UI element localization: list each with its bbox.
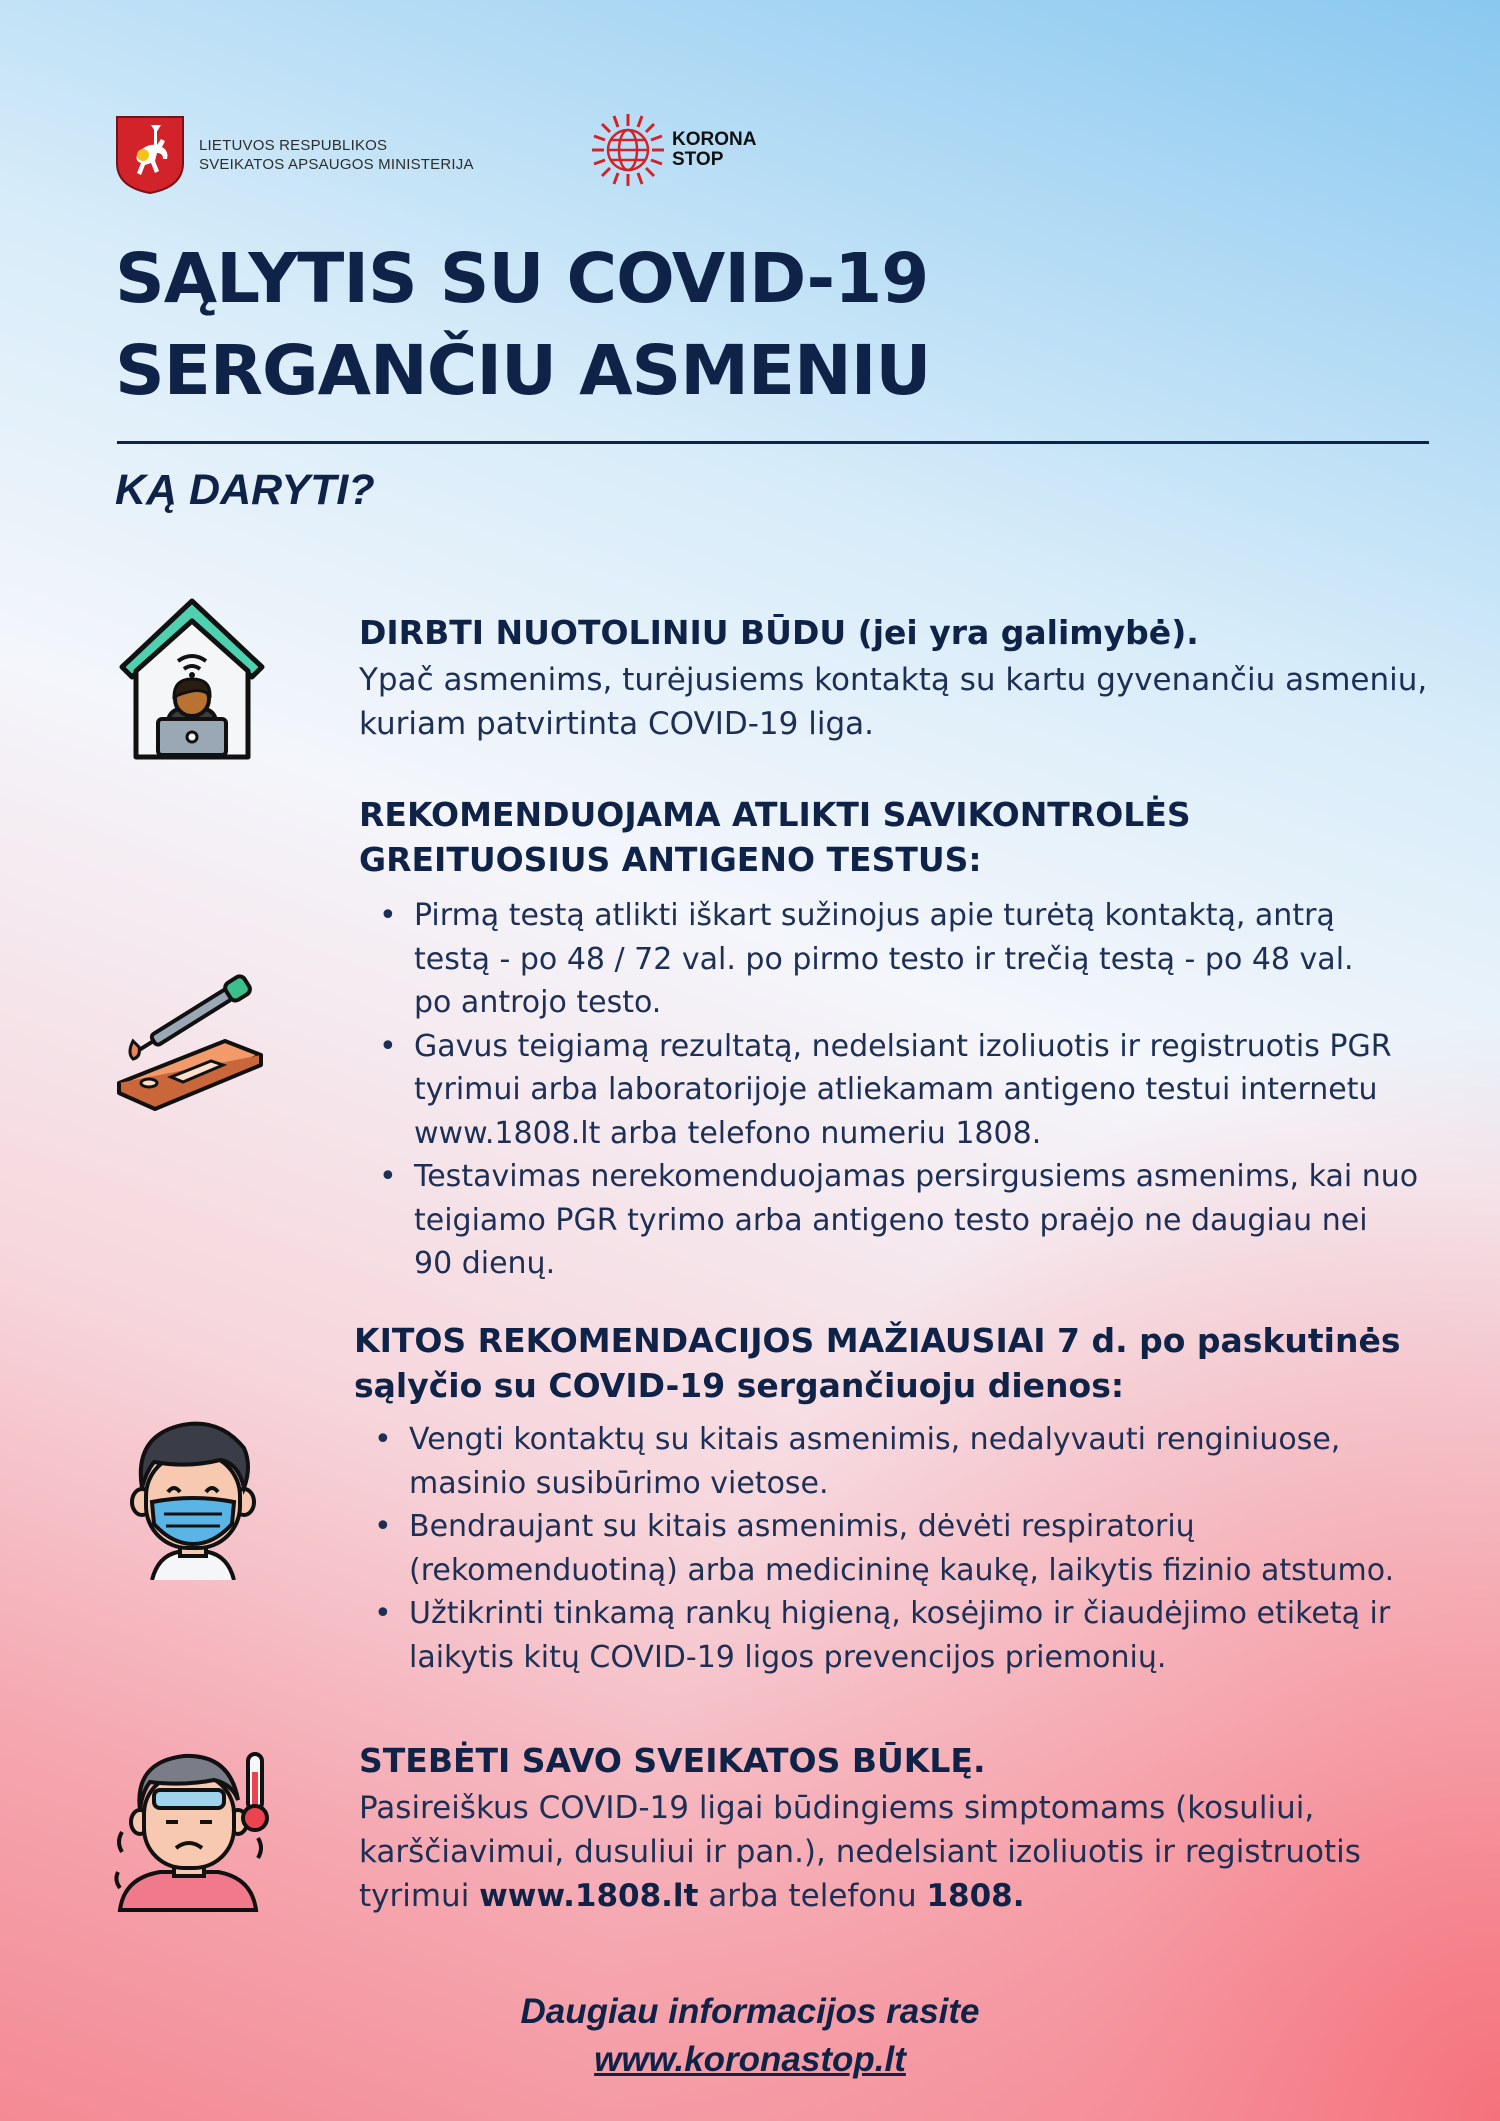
antigen-test-icon [115, 965, 265, 1115]
page-title [115, 233, 1315, 417]
section-health-body-text: tyrimui [359, 1878, 480, 1914]
section-health-body-line2: karščiavimui, dusuliui ir pan.), nedelsiant izoliuotis ir registruotis [359, 1834, 1361, 1870]
list-item-line: tyrimui arba laboratorijoje atliekamam antigeno testui internetu [414, 1072, 1378, 1107]
registration-link[interactable]: www.1808.lt [479, 1878, 699, 1914]
masked-person-icon [128, 1418, 258, 1580]
list-item-line: po antrojo testo. [414, 985, 662, 1020]
list-item-line: testą - po 48 / 72 val. po pirmo testo ir trečią testą - po 48 val. [414, 941, 1354, 977]
section-recommendations-heading [354, 1318, 1401, 1408]
list-item [354, 1418, 1454, 1505]
list-item-line: teigiamo PGR tyrimo arba antigeno testo praėjo ne daugiau nei [414, 1202, 1368, 1238]
list-item-line: • Testavimas nerekomenduojamas persirgusiems asmenims, kai nuo [414, 1159, 1419, 1194]
ministry-name-line2: SVEIKATOS APSAUGOS MINISTERIJA [199, 156, 474, 173]
list-item-line: laikytis kitų COVID-19 ligos prevencijos priemonių. [409, 1639, 1167, 1675]
title-divider [117, 441, 1429, 444]
list-item-line: • Pirmą testą atlikti iškart sužinojus apie turėtą kontaktą, antrą [414, 898, 1335, 933]
section-health-heading: STEBĖTI SAVO SVEIKATOS BŪKLĘ. [359, 1741, 986, 1780]
list-item-line: 90 dienų. [414, 1246, 556, 1281]
section-remote-work-body-line2: kuriam patvirtinta COVID-19 liga. [359, 706, 874, 742]
list-item [354, 1505, 1454, 1592]
section-recommendations-list [354, 1418, 1454, 1679]
list-item-line: www.1808.lt arba telefono numeriu 1808. [414, 1115, 1042, 1151]
korona-stop-logo [590, 110, 790, 190]
phone-number: 1808. [926, 1878, 1025, 1914]
section-antigen-list [359, 894, 1459, 1286]
section-remote-work-heading: DIRBTI NUOTOLINIU BŪDU (jei yra galimybė). [359, 613, 1199, 652]
list-item-line: • Vengti kontaktų su kitais asmenimis, nedalyvauti renginiuose, [409, 1422, 1341, 1457]
remote-work-house-icon [112, 595, 272, 763]
korona-stop-text [672, 130, 756, 170]
section-antigen-heading [359, 792, 1191, 882]
section-health-body-text: arba telefonu [698, 1878, 927, 1914]
subtitle: KĄ DARYTI? [115, 466, 375, 514]
section-health-body-line1: Pasireiškus COVID-19 ligai būdingiems simptomams (kosuliui, [359, 1790, 1315, 1826]
list-item-line: • Bendraujant su kitais asmenimis, dėvėti respiratorių [409, 1509, 1195, 1544]
list-item [359, 1025, 1459, 1156]
ministry-name-line1: LIETUVOS RESPUBLIKOS [199, 137, 388, 154]
sick-person-thermometer-icon [114, 1752, 274, 1912]
korona-stop-line1: KORONA [672, 129, 757, 150]
footer-text: Daugiau informacijos rasite [520, 1992, 980, 2031]
footer-website-link[interactable]: www.koronastop.lt [594, 2040, 906, 2079]
lithuania-coat-of-arms-icon [115, 115, 185, 195]
list-item-line: • Gavus teigiamą rezultatą, nedelsiant izoliuotis ir registruotis PGR [414, 1028, 1392, 1064]
section-recommendations-heading-line2: sąlyčio su COVID-19 sergančiuoju dienos: [354, 1366, 1125, 1405]
section-health-body [359, 1786, 1361, 1918]
section-remote-work-body [359, 658, 1427, 746]
section-remote-work-body-line1: Ypač asmenims, turėjusiems kontaktą su kartu gyvenančiu asmeniu, [359, 662, 1428, 698]
page-title-line2: SERGANČIU ASMENIU [115, 331, 931, 411]
list-item [354, 1592, 1454, 1679]
list-item-line: (rekomenduotiną) arba medicininę kaukę, laikytis fizinio atstumo. [409, 1552, 1395, 1588]
ministry-name [199, 136, 474, 174]
footer [0, 1988, 1500, 2084]
section-health-body-line3 [359, 1874, 1361, 1918]
section-antigen-heading-line1: REKOMENDUOJAMA ATLIKTI SAVIKONTROLĖS [359, 795, 1191, 834]
list-item-line: masinio susibūrimo vietose. [409, 1465, 829, 1501]
list-item [359, 894, 1459, 1025]
korona-stop-line2: STOP [672, 149, 724, 170]
page-title-line1: SĄLYTIS SU COVID-19 [115, 239, 929, 319]
section-recommendations-heading-line1: KITOS REKOMENDACIJOS MAŽIAUSIAI 7 d. po paskutinės [354, 1321, 1401, 1360]
list-item-line: • Užtikrinti tinkamą rankų higieną, kosėjimo ir čiaudėjimo etiketą ir [409, 1596, 1391, 1631]
list-item [359, 1155, 1459, 1286]
ministry-logo [115, 115, 535, 195]
korona-stop-virus-icon [590, 112, 666, 188]
section-antigen-heading-line2: GREITUOSIUS ANTIGENO TESTUS: [359, 840, 982, 879]
